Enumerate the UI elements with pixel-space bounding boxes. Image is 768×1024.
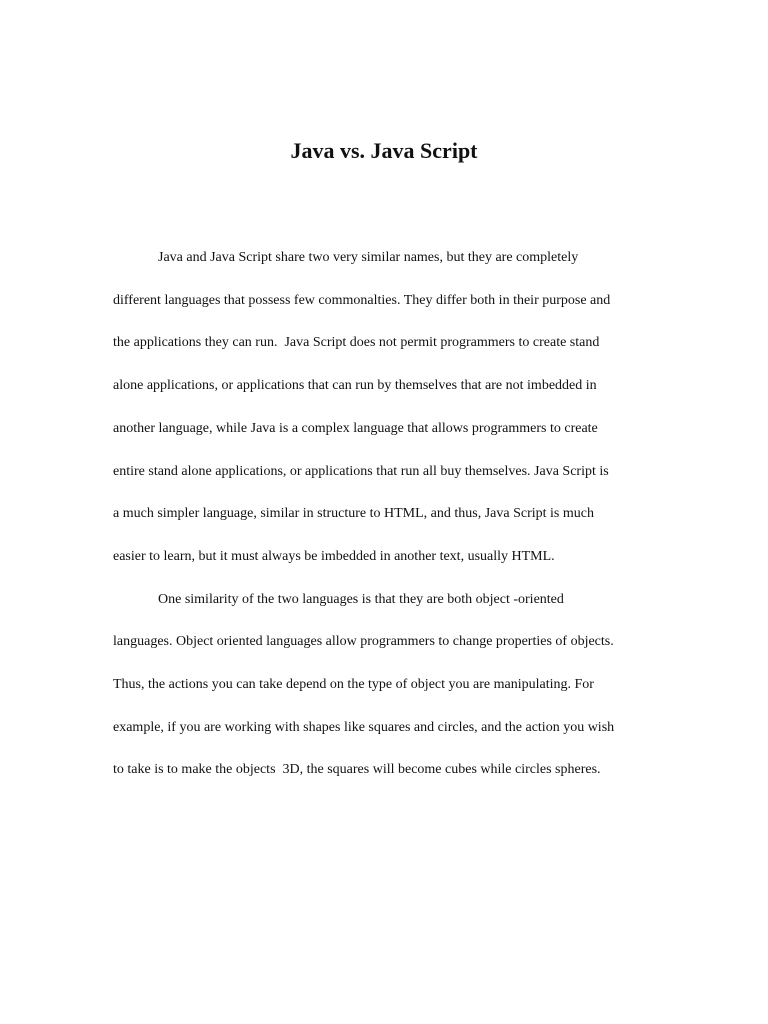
paragraph-line: the applications they can run. Java Script does not permit programmers to create stand <box>113 335 600 351</box>
paragraph-line: different languages that possess few commonalties. They differ both in their purpose and <box>113 292 611 308</box>
paragraph-line: alone applications, or applications that can run by themselves that are not imbedded in <box>113 378 597 394</box>
paragraph-line: languages. Object oriented languages allow programmers to change properties of objects. <box>113 634 614 650</box>
paragraph-line: entire stand alone applications, or applications that run all buy themselves. Java Script is <box>113 463 609 479</box>
paragraph-2 <box>113 579 661 793</box>
paragraph-line: easier to learn, but it must always be imbedded in another text, usually HTML. <box>113 548 555 564</box>
paragraph-line: a much simpler language, similar in structure to HTML, and thus, Java Script is much <box>113 506 594 522</box>
paragraph-line: Thus, the actions you can take depend on the type of object you are manipulating. For <box>113 677 594 693</box>
paragraph-line: One similarity of the two languages is that they are both object -oriented <box>158 591 564 607</box>
paragraph-line: Java and Java Script share two very similar names, but they are completely <box>158 250 579 265</box>
document-title: Java vs. Java Script <box>290 138 478 163</box>
paragraph-line: to take is to make the objects 3D, the squares will become cubes while circles spheres. <box>113 762 601 778</box>
paragraph-line: another language, while Java is a complex language that allows programmers to create <box>113 420 598 436</box>
paragraph-line: example, if you are working with shapes like squares and circles, and the action you wish <box>113 719 615 735</box>
document-body <box>113 237 661 792</box>
paragraph-1 <box>113 237 661 579</box>
